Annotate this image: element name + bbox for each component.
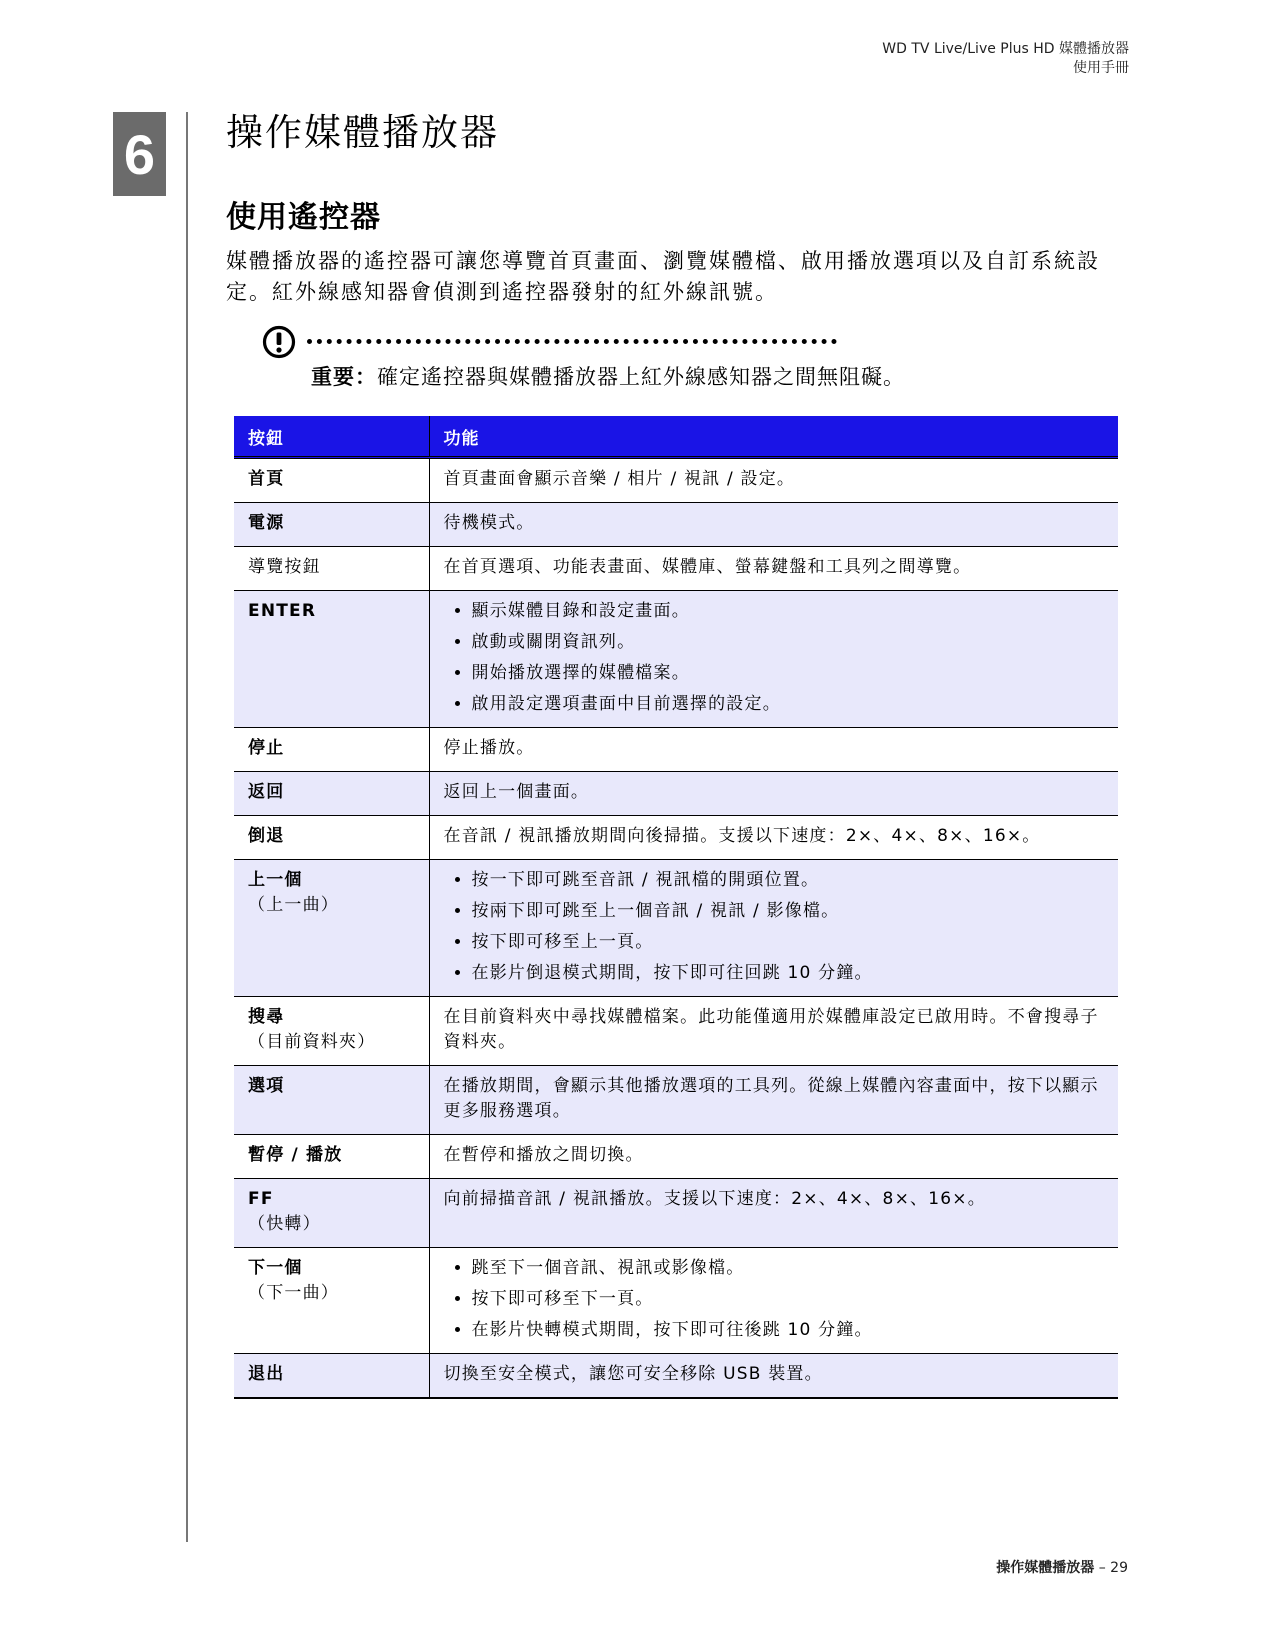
button-label: 倒退 bbox=[248, 826, 285, 846]
button-label: ENTER bbox=[248, 601, 317, 621]
footer-page: – 29 bbox=[1098, 1560, 1128, 1576]
row-button-name bbox=[234, 547, 429, 591]
list-item: • 在影片快轉模式期間，按下即可往後跳 10 分鐘。 bbox=[472, 1318, 1105, 1343]
button-label: 停止 bbox=[248, 738, 285, 758]
button-sublabel: （下一曲） bbox=[248, 1283, 339, 1303]
row-function bbox=[429, 591, 1118, 728]
chapter-title: 操作媒體播放器 bbox=[226, 111, 499, 154]
button-label: 返回 bbox=[248, 782, 285, 802]
row-button-name bbox=[234, 997, 429, 1066]
exclamation-circle-icon bbox=[262, 325, 296, 359]
row-button-name bbox=[234, 458, 429, 503]
remote-buttons-table bbox=[234, 416, 1118, 1399]
row-function: 在暫停和播放之間切換。 bbox=[429, 1135, 1118, 1179]
list-item: • 啟用設定選項畫面中目前選擇的設定。 bbox=[472, 692, 1105, 717]
table-row bbox=[234, 1354, 1118, 1399]
important-note bbox=[311, 361, 905, 391]
page-footer bbox=[996, 1557, 1128, 1577]
row-button-name bbox=[234, 1135, 429, 1179]
row-button-name bbox=[234, 1066, 429, 1135]
table-row bbox=[234, 772, 1118, 816]
row-function: 待機模式。 bbox=[429, 503, 1118, 547]
list-item: • 啟動或關閉資訊列。 bbox=[472, 630, 1105, 655]
chapter-divider bbox=[186, 112, 188, 1542]
list-item: • 顯示媒體目錄和設定畫面。 bbox=[472, 599, 1105, 624]
button-sublabel: （上一曲） bbox=[248, 895, 339, 915]
row-function: 停止播放。 bbox=[429, 728, 1118, 772]
header-function: 功能 bbox=[429, 416, 1118, 458]
button-label: 搜尋 bbox=[248, 1007, 285, 1027]
button-label: FF bbox=[248, 1189, 274, 1209]
list-item: • 按兩下即可跳至上一個音訊 / 視訊 / 影像檔。 bbox=[472, 899, 1105, 924]
table-row bbox=[234, 1066, 1118, 1135]
table-header-row bbox=[234, 416, 1118, 458]
row-button-name bbox=[234, 1248, 429, 1354]
function-list bbox=[444, 599, 1105, 717]
table-row bbox=[234, 547, 1118, 591]
table-row bbox=[234, 997, 1118, 1066]
list-item: • 按下即可移至上一頁。 bbox=[472, 930, 1105, 955]
table-row bbox=[234, 458, 1118, 503]
note-label: 重要： bbox=[311, 365, 377, 389]
button-sublabel: （快轉） bbox=[248, 1214, 321, 1234]
button-label: 下一個 bbox=[248, 1258, 303, 1278]
row-function: 向前掃描音訊 / 視訊播放。支援以下速度：2×、4×、8×、16×。 bbox=[429, 1179, 1118, 1248]
row-button-name bbox=[234, 772, 429, 816]
button-label: 選項 bbox=[248, 1076, 285, 1096]
row-function bbox=[429, 860, 1118, 997]
button-label: 暫停 / 播放 bbox=[248, 1145, 343, 1165]
list-item: • 開始播放選擇的媒體檔案。 bbox=[472, 661, 1105, 686]
footer-section: 操作媒體播放器 bbox=[996, 1560, 1095, 1576]
button-label: 退出 bbox=[248, 1364, 285, 1384]
section-title: 使用遙控器 bbox=[226, 200, 381, 235]
row-button-name bbox=[234, 591, 429, 728]
row-button-name bbox=[234, 728, 429, 772]
row-button-name bbox=[234, 503, 429, 547]
table-row bbox=[234, 728, 1118, 772]
list-item: • 按下即可移至下一頁。 bbox=[472, 1287, 1105, 1312]
table-row bbox=[234, 1248, 1118, 1354]
list-item: • 在影片倒退模式期間，按下即可往回跳 10 分鐘。 bbox=[472, 961, 1105, 986]
row-function: 首頁畫面會顯示音樂 / 相片 / 視訊 / 設定。 bbox=[429, 458, 1118, 503]
button-label: 上一個 bbox=[248, 870, 303, 890]
table-row bbox=[234, 860, 1118, 997]
header-button: 按鈕 bbox=[234, 416, 429, 458]
table-row bbox=[234, 591, 1118, 728]
header-product: WD TV Live/Live Plus HD 媒體播放器 bbox=[882, 41, 1129, 57]
row-function: 在首頁選項、功能表畫面、媒體庫、螢幕鍵盤和工具列之間導覽。 bbox=[429, 547, 1118, 591]
row-button-name bbox=[234, 860, 429, 997]
note-text: 確定遙控器與媒體播放器上紅外線感知器之間無阻礙。 bbox=[377, 365, 905, 389]
button-label: 電源 bbox=[248, 513, 285, 533]
table-row bbox=[234, 816, 1118, 860]
row-function: 在音訊 / 視訊播放期間向後掃描。支援以下速度：2×、4×、8×、16×。 bbox=[429, 816, 1118, 860]
list-item: • 跳至下一個音訊、視訊或影像檔。 bbox=[472, 1256, 1105, 1281]
row-button-name bbox=[234, 1179, 429, 1248]
row-function: 切換至安全模式，讓您可安全移除 USB 裝置。 bbox=[429, 1354, 1118, 1399]
table-row bbox=[234, 503, 1118, 547]
row-function: 在播放期間，會顯示其他播放選項的工具列。從線上媒體內容畫面中，按下以顯示更多服務選項。 bbox=[429, 1066, 1118, 1135]
button-label: 首頁 bbox=[248, 469, 285, 489]
row-button-name bbox=[234, 1354, 429, 1399]
page-header bbox=[882, 40, 1129, 78]
function-list bbox=[444, 1256, 1105, 1343]
chapter-number: 6 bbox=[113, 112, 166, 196]
list-item: • 按一下即可跳至音訊 / 視訊檔的開頭位置。 bbox=[472, 868, 1105, 893]
section-intro: 媒體播放器的遙控器可讓您導覽首頁畫面、瀏覽媒體檔、啟用播放選項以及自訂系統設定。紅外線感知器會偵測到遙控器發射的紅外線訊號。 bbox=[226, 249, 1100, 304]
function-list bbox=[444, 868, 1105, 986]
note-divider bbox=[307, 339, 837, 344]
table-row bbox=[234, 1135, 1118, 1179]
row-function bbox=[429, 1248, 1118, 1354]
button-sublabel: （目前資料夾） bbox=[248, 1032, 376, 1052]
row-function: 在目前資料夾中尋找媒體檔案。此功能僅適用於媒體庫設定已啟用時。不會搜尋子資料夾。 bbox=[429, 997, 1118, 1066]
button-label: 導覽按鈕 bbox=[248, 557, 321, 577]
table-row bbox=[234, 1179, 1118, 1248]
row-button-name bbox=[234, 816, 429, 860]
row-function: 返回上一個畫面。 bbox=[429, 772, 1118, 816]
header-manual: 使用手冊 bbox=[1073, 60, 1129, 76]
